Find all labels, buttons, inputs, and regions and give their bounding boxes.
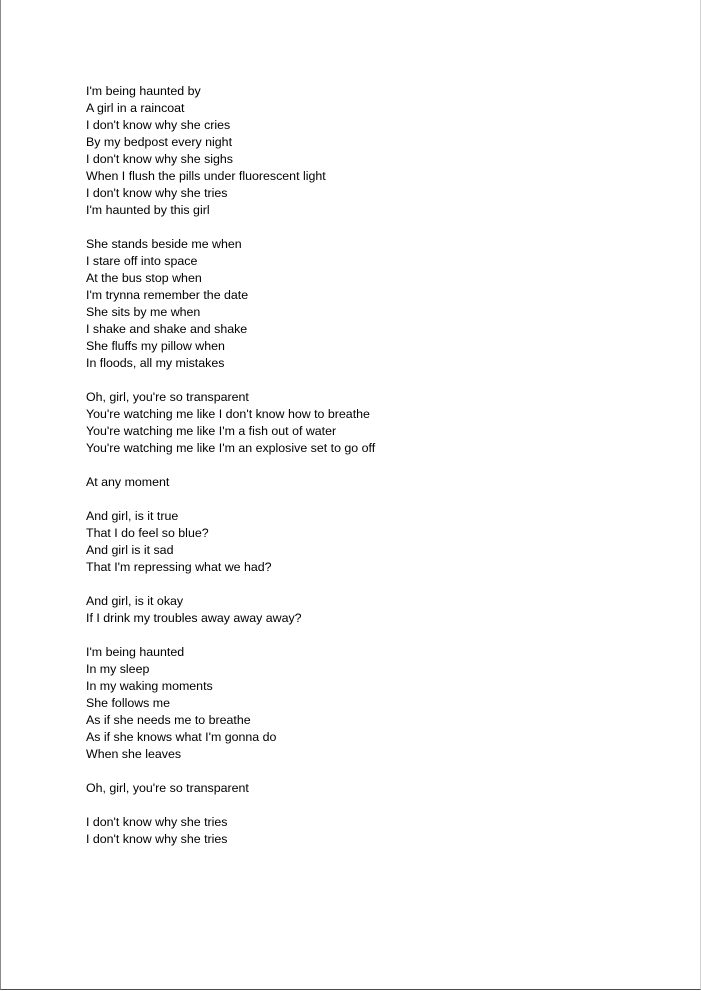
lyric-line: As if she knows what I'm gonna do [86, 730, 277, 744]
lyric-line: I'm trynna remember the date [86, 288, 249, 302]
lyric-line: She fluffs my pillow when [86, 339, 225, 353]
stanza [86, 389, 646, 457]
lyric-line: If I drink my troubles away away away? [86, 611, 302, 625]
lyric-line: I shake and shake and shake [86, 322, 248, 336]
lyric-line: You're watching me like I don't know how to breathe [86, 407, 370, 421]
lyric-line: And girl, is it true [86, 509, 179, 523]
lyric-line: I don't know why she cries [86, 118, 231, 132]
lyric-line: In my waking moments [86, 679, 213, 693]
lyric-line: Oh, girl, you're so transparent [86, 390, 249, 404]
lyric-line: I'm being haunted [86, 645, 185, 659]
lyric-line: In floods, all my mistakes [86, 356, 225, 370]
lyric-line: That I do feel so blue? [86, 526, 209, 540]
lyrics-body [86, 83, 646, 865]
lyric-line: By my bedpost every night [86, 135, 233, 149]
stanza [86, 593, 646, 627]
stanza [86, 474, 646, 491]
lyric-line: Oh, girl, you're so transparent [86, 781, 249, 795]
stanza [86, 508, 646, 576]
lyric-line: I don't know why she sighs [86, 152, 233, 166]
lyric-line: As if she needs me to breathe [86, 713, 251, 727]
lyric-line: When she leaves [86, 747, 182, 761]
lyric-line: I don't know why she tries [86, 832, 228, 846]
stanza [86, 780, 646, 797]
stanza [86, 644, 646, 763]
lyric-line: She stands beside me when [86, 237, 242, 251]
lyric-line: And girl is it sad [86, 543, 174, 557]
lyric-line: I stare off into space [86, 254, 198, 268]
lyric-line: You're watching me like I'm a fish out of water [86, 424, 337, 438]
stanza [86, 236, 646, 372]
stanza [86, 814, 646, 848]
lyric-line: I don't know why she tries [86, 815, 228, 829]
lyric-line: At any moment [86, 475, 170, 489]
lyric-line: She sits by me when [86, 305, 201, 319]
lyric-line: That I'm repressing what we had? [86, 560, 272, 574]
lyric-line: When I flush the pills under fluorescent light [86, 169, 326, 183]
lyric-line: She follows me [86, 696, 171, 710]
lyric-line: I'm haunted by this girl [86, 203, 210, 217]
lyric-line: You're watching me like I'm an explosive set to go off [86, 441, 376, 455]
lyric-line: I don't know why she tries [86, 186, 228, 200]
lyric-line: And girl, is it okay [86, 594, 184, 608]
stanza [86, 83, 646, 219]
lyric-line: A girl in a raincoat [86, 101, 185, 115]
lyric-line: I'm being haunted by [86, 84, 201, 98]
lyric-line: At the bus stop when [86, 271, 202, 285]
lyric-line: In my sleep [86, 662, 150, 676]
